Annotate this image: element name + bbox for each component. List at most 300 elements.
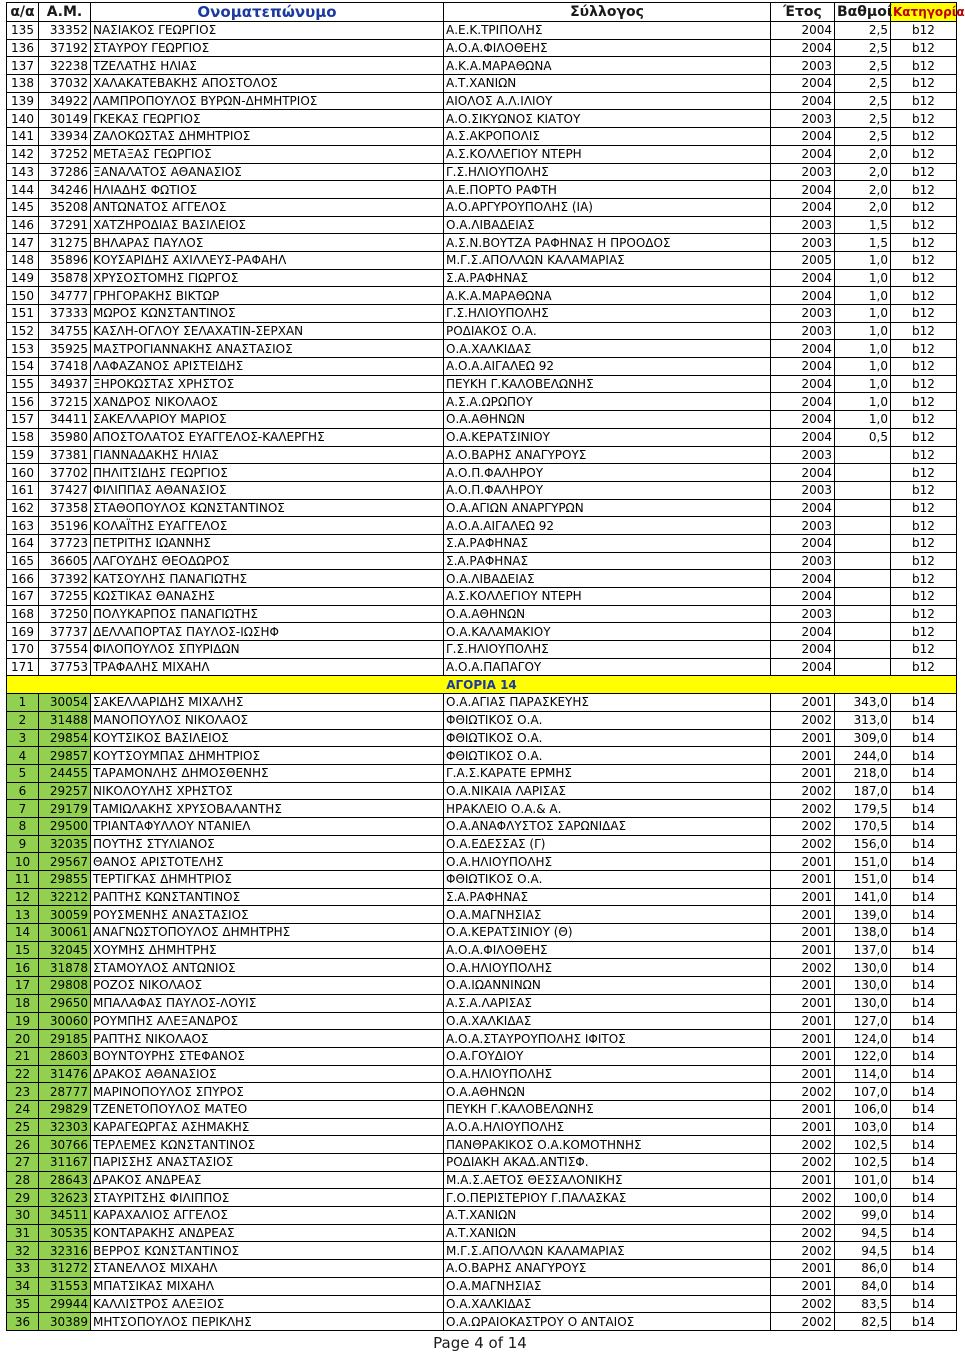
table-row: [7, 340, 957, 358]
rank-cell: 13: [7, 906, 39, 924]
club-cell: Ο.Α.ΚΕΡΑΤΣΙΝΙΟΥ (Θ): [444, 924, 771, 942]
rank-cell: 140: [7, 110, 39, 128]
member-id-cell: 32238: [39, 57, 91, 75]
athlete-name-cell: ΚΑΡΑΧΑΛΙΟΣ ΑΓΓΕΛΟΣ: [91, 1207, 444, 1225]
table-row: [7, 888, 957, 906]
rank-cell: 163: [7, 517, 39, 535]
category-cell: b14: [891, 1047, 957, 1065]
points-cell: 82,5: [835, 1313, 891, 1331]
birth-year-cell: 2002: [771, 1083, 835, 1101]
rank-cell: 32: [7, 1242, 39, 1260]
club-cell: Α.Τ.ΧΑΝΙΩΝ: [444, 1224, 771, 1242]
category-cell: b12: [891, 464, 957, 482]
table-row: [7, 1277, 957, 1295]
table-row: [7, 1313, 957, 1331]
athlete-name-cell: ΚΟΥΤΣΙΚΟΣ ΒΑΣΙΛΕΙΟΣ: [91, 729, 444, 747]
athlete-name-cell: ΣΤΑΝΕΛΛΟΣ ΜΙΧΑΗΛ: [91, 1260, 444, 1278]
birth-year-cell: 2003: [771, 605, 835, 623]
category-cell: b14: [891, 835, 957, 853]
points-cell: [835, 605, 891, 623]
athlete-name-cell: ΡΟΖΟΣ ΝΙΚΟΛΑΟΣ: [91, 977, 444, 995]
points-cell: 130,0: [835, 959, 891, 977]
athlete-name-cell: ΣΤΑΥΡΙΤΣΗΣ ΦΙΛΙΠΠΟΣ: [91, 1189, 444, 1207]
rank-cell: 26: [7, 1136, 39, 1154]
club-cell: Μ.Γ.Σ.ΑΠΟΛΛΩΝ ΚΑΛΑΜΑΡΙΑΣ: [444, 251, 771, 269]
points-cell: 179,5: [835, 800, 891, 818]
club-cell: Ο.Α.ΜΑΓΝΗΣΙΑΣ: [444, 1277, 771, 1295]
section-title: ΑΓΟΡΙΑ 14: [7, 676, 957, 694]
member-id-cell: 29179: [39, 800, 91, 818]
table-row: [7, 1100, 957, 1118]
member-id-cell: 37286: [39, 163, 91, 181]
club-cell: Ο.Α.ΚΑΛΑΜΑΚΙΟΥ: [444, 623, 771, 641]
athlete-name-cell: ΓΚΕΚΑΣ ΓΕΩΡΓΙΟΣ: [91, 110, 444, 128]
club-cell: Α.Ο.Α.ΦΙΛΟΘΕΗΣ: [444, 941, 771, 959]
table-row: [7, 959, 957, 977]
birth-year-cell: 2002: [771, 1295, 835, 1313]
birth-year-cell: 2004: [771, 198, 835, 216]
club-cell: Μ.Γ.Σ.ΑΠΟΛΛΩΝ ΚΑΛΑΜΑΡΙΑΣ: [444, 1242, 771, 1260]
rank-cell: 29: [7, 1189, 39, 1207]
birth-year-cell: 2004: [771, 658, 835, 676]
birth-year-cell: 2001: [771, 1047, 835, 1065]
category-cell: b14: [891, 1083, 957, 1101]
club-cell: ΦΘΙΩΤΙΚΟΣ Ο.Α.: [444, 711, 771, 729]
points-cell: 244,0: [835, 747, 891, 765]
member-id-cell: 31488: [39, 711, 91, 729]
birth-year-cell: 2001: [771, 1118, 835, 1136]
club-cell: Ο.Α.ΙΩΑΝΝΙΝΩΝ: [444, 977, 771, 995]
table-row: [7, 22, 957, 40]
club-cell: Γ.Σ.ΗΛΙΟΥΠΟΛΗΣ: [444, 641, 771, 659]
athlete-name-cell: ΚΟΥΣΑΡΙΔΗΣ ΑΧΙΛΛΕΥΣ-ΡΑΦΑΗΛ: [91, 251, 444, 269]
member-id-cell: 29857: [39, 747, 91, 765]
athlete-name-cell: ΜΑΝΟΠΟΥΛΟΣ ΝΙΚΟΛΑΟΣ: [91, 711, 444, 729]
points-cell: 2,5: [835, 22, 891, 40]
rank-cell: 155: [7, 375, 39, 393]
member-id-cell: 34411: [39, 411, 91, 429]
rank-cell: 171: [7, 658, 39, 676]
category-cell: b12: [891, 641, 957, 659]
category-cell: b14: [891, 1100, 957, 1118]
member-id-cell: 28643: [39, 1171, 91, 1189]
category-cell: b12: [891, 57, 957, 75]
member-id-cell: 37255: [39, 588, 91, 606]
points-cell: 84,0: [835, 1277, 891, 1295]
athlete-name-cell: ΡΑΠΤΗΣ ΝΙΚΟΛΑΟΣ: [91, 1030, 444, 1048]
table-row: [7, 39, 957, 57]
points-cell: 0,5: [835, 428, 891, 446]
category-cell: b14: [891, 1224, 957, 1242]
table-row: [7, 1030, 957, 1048]
member-id-cell: 28777: [39, 1083, 91, 1101]
table-row: [7, 658, 957, 676]
athlete-name-cell: ΤΡΑΦΑΛΗΣ ΜΙΧΑΗΛ: [91, 658, 444, 676]
points-cell: 1,5: [835, 216, 891, 234]
birth-year-cell: 2002: [771, 1224, 835, 1242]
birth-year-cell: 2004: [771, 641, 835, 659]
category-cell: b14: [891, 871, 957, 889]
member-id-cell: 37250: [39, 605, 91, 623]
club-cell: Α.Σ.Ν.ΒΟΥΤΖΑ ΡΑΦΗΝΑΣ Η ΠΡΟΟΔΟΣ: [444, 234, 771, 252]
member-id-cell: 37737: [39, 623, 91, 641]
points-cell: 170,5: [835, 817, 891, 835]
club-cell: ΦΘΙΩΤΙΚΟΣ Ο.Α.: [444, 747, 771, 765]
member-id-cell: 31167: [39, 1154, 91, 1172]
points-cell: 138,0: [835, 924, 891, 942]
club-cell: Ο.Α.ΧΑΛΚΙΔΑΣ: [444, 1012, 771, 1030]
rank-cell: 148: [7, 251, 39, 269]
category-cell: b14: [891, 694, 957, 712]
rank-cell: 6: [7, 782, 39, 800]
member-id-cell: 34937: [39, 375, 91, 393]
page-number: Page 4 of 14: [433, 1334, 527, 1352]
rank-cell: 136: [7, 39, 39, 57]
table-row: [7, 1136, 957, 1154]
points-cell: 2,5: [835, 92, 891, 110]
birth-year-cell: 2004: [771, 464, 835, 482]
table-row: [7, 251, 957, 269]
birth-year-cell: 2003: [771, 322, 835, 340]
member-id-cell: 37215: [39, 393, 91, 411]
member-id-cell: 28603: [39, 1047, 91, 1065]
birth-year-cell: 2004: [771, 428, 835, 446]
athlete-name-cell: ΠΗΛΙΤΣΙΔΗΣ ΓΕΩΡΓΙΟΣ: [91, 464, 444, 482]
member-id-cell: 37702: [39, 464, 91, 482]
member-id-cell: 37381: [39, 446, 91, 464]
athlete-name-cell: ΤΖΕΛΑΤΗΣ ΗΛΙΑΣ: [91, 57, 444, 75]
points-cell: [835, 641, 891, 659]
club-cell: Α.Τ.ΧΑΝΙΩΝ: [444, 75, 771, 93]
category-cell: b12: [891, 145, 957, 163]
member-id-cell: 29944: [39, 1295, 91, 1313]
category-cell: b14: [891, 764, 957, 782]
points-cell: 124,0: [835, 1030, 891, 1048]
club-cell: Ο.Α.ΝΙΚΑΙΑ ΛΑΡΙΣΑΣ: [444, 782, 771, 800]
member-id-cell: 30060: [39, 1012, 91, 1030]
category-cell: b14: [891, 959, 957, 977]
member-id-cell: 29808: [39, 977, 91, 995]
table-row: [7, 1171, 957, 1189]
points-cell: 2,5: [835, 110, 891, 128]
athlete-name-cell: ΚΑΣΛΗ-ΟΓΛΟΥ ΣΕΛΑΧΑΤΙΝ-ΣΕΡΧΑΝ: [91, 322, 444, 340]
rank-cell: 143: [7, 163, 39, 181]
category-cell: b12: [891, 534, 957, 552]
member-id-cell: 34777: [39, 287, 91, 305]
table-row: [7, 411, 957, 429]
points-cell: 309,0: [835, 729, 891, 747]
club-cell: Ο.Α.ΑΘΗΝΩΝ: [444, 411, 771, 429]
birth-year-cell: 2004: [771, 269, 835, 287]
member-id-cell: 35980: [39, 428, 91, 446]
athlete-name-cell: ΓΙΑΝΝΑΔΑΚΗΣ ΗΛΙΑΣ: [91, 446, 444, 464]
athlete-name-cell: ΣΤΑΘΟΠΟΥΛΟΣ ΚΩΝΣΤΑΝΤΙΝΟΣ: [91, 499, 444, 517]
category-cell: b14: [891, 782, 957, 800]
table-row: [7, 145, 957, 163]
category-cell: b12: [891, 481, 957, 499]
athlete-name-cell: ΤΖΕΝΕΤΟΠΟΥΛΟΣ ΜΑΤΕΟ: [91, 1100, 444, 1118]
header-category: Κατηγορία: [891, 3, 957, 22]
athlete-name-cell: ΑΠΟΣΤΟΛΑΤΟΣ ΕΥΑΓΓΕΛΟΣ-ΚΑΛΕΡΓΗΣ: [91, 428, 444, 446]
table-row: [7, 358, 957, 376]
points-cell: [835, 446, 891, 464]
athlete-name-cell: ΧΑΝΔΡΟΣ ΝΙΚΟΛΑΟΣ: [91, 393, 444, 411]
athlete-name-cell: ΣΤΑΥΡΟΥ ΓΕΩΡΓΙΟΣ: [91, 39, 444, 57]
points-cell: 151,0: [835, 871, 891, 889]
member-id-cell: 37192: [39, 39, 91, 57]
birth-year-cell: 2005: [771, 251, 835, 269]
rank-cell: 170: [7, 641, 39, 659]
birth-year-cell: 2001: [771, 1012, 835, 1030]
category-cell: b14: [891, 747, 957, 765]
rank-cell: 16: [7, 959, 39, 977]
birth-year-cell: 2004: [771, 570, 835, 588]
points-cell: 1,0: [835, 411, 891, 429]
rank-cell: 8: [7, 817, 39, 835]
athlete-name-cell: ΧΟΥΜΗΣ ΔΗΜΗΤΡΗΣ: [91, 941, 444, 959]
rank-cell: 141: [7, 128, 39, 146]
points-cell: 2,0: [835, 198, 891, 216]
table-row: [7, 977, 957, 995]
birth-year-cell: 2004: [771, 375, 835, 393]
member-id-cell: 35896: [39, 251, 91, 269]
category-cell: b12: [891, 446, 957, 464]
athlete-name-cell: ΛΑΜΠΡΟΠΟΥΛΟΣ ΒΥΡΩΝ-ΔΗΜΗΤΡΙΟΣ: [91, 92, 444, 110]
birth-year-cell: 2002: [771, 1207, 835, 1225]
member-id-cell: 30766: [39, 1136, 91, 1154]
table-row: [7, 1189, 957, 1207]
table-row: [7, 570, 957, 588]
birth-year-cell: 2001: [771, 888, 835, 906]
athlete-name-cell: ΣΑΚΕΛΛΑΡΙΟΥ ΜΑΡΙΟΣ: [91, 411, 444, 429]
athlete-name-cell: ΧΡΥΣΟΣΤΟΜΗΣ ΓΙΩΡΓΟΣ: [91, 269, 444, 287]
athlete-name-cell: ΚΩΣΤΙΚΑΣ ΘΑΝΑΣΗΣ: [91, 588, 444, 606]
rank-cell: 18: [7, 994, 39, 1012]
points-cell: 1,0: [835, 269, 891, 287]
points-cell: 1,0: [835, 251, 891, 269]
points-cell: 1,0: [835, 322, 891, 340]
table-row: [7, 234, 957, 252]
points-cell: 99,0: [835, 1207, 891, 1225]
athlete-name-cell: ΛΑΦΑΖΑΝΟΣ ΑΡΙΣΤΕΙΔΗΣ: [91, 358, 444, 376]
rank-cell: 23: [7, 1083, 39, 1101]
rank-cell: 30: [7, 1207, 39, 1225]
member-id-cell: 31878: [39, 959, 91, 977]
table-row: [7, 1012, 957, 1030]
rank-cell: 24: [7, 1100, 39, 1118]
points-cell: 2,0: [835, 145, 891, 163]
member-id-cell: 30535: [39, 1224, 91, 1242]
rank-cell: 168: [7, 605, 39, 623]
member-id-cell: 32316: [39, 1242, 91, 1260]
category-cell: b12: [891, 375, 957, 393]
points-cell: 2,5: [835, 39, 891, 57]
category-cell: b12: [891, 411, 957, 429]
birth-year-cell: 2003: [771, 234, 835, 252]
table-row: [7, 1207, 957, 1225]
table-row: [7, 305, 957, 323]
rank-cell: 145: [7, 198, 39, 216]
points-cell: [835, 588, 891, 606]
points-cell: [835, 481, 891, 499]
birth-year-cell: 2001: [771, 977, 835, 995]
athlete-name-cell: ΜΩΡΟΣ ΚΩΝΣΤΑΝΤΙΝΟΣ: [91, 305, 444, 323]
table-row: [7, 694, 957, 712]
points-cell: [835, 464, 891, 482]
member-id-cell: 30149: [39, 110, 91, 128]
table-row: [7, 128, 957, 146]
club-cell: Σ.Α.ΡΑΦΗΝΑΣ: [444, 888, 771, 906]
member-id-cell: 34246: [39, 181, 91, 199]
birth-year-cell: 2004: [771, 181, 835, 199]
member-id-cell: 37392: [39, 570, 91, 588]
rank-cell: 151: [7, 305, 39, 323]
member-id-cell: 32045: [39, 941, 91, 959]
club-cell: Α.Τ.ΧΑΝΙΩΝ: [444, 1207, 771, 1225]
table-row: [7, 817, 957, 835]
rank-cell: 17: [7, 977, 39, 995]
member-id-cell: 36605: [39, 552, 91, 570]
rank-cell: 146: [7, 216, 39, 234]
category-cell: b12: [891, 588, 957, 606]
points-cell: 1,0: [835, 375, 891, 393]
member-id-cell: 29500: [39, 817, 91, 835]
club-cell: ΦΘΙΩΤΙΚΟΣ Ο.Α.: [444, 729, 771, 747]
birth-year-cell: 2002: [771, 1189, 835, 1207]
rank-cell: 158: [7, 428, 39, 446]
club-cell: Α.Σ.Α.ΩΡΩΠΟΥ: [444, 393, 771, 411]
table-row: [7, 464, 957, 482]
points-cell: 343,0: [835, 694, 891, 712]
birth-year-cell: 2002: [771, 959, 835, 977]
rank-cell: 10: [7, 853, 39, 871]
category-cell: b12: [891, 517, 957, 535]
member-id-cell: 31553: [39, 1277, 91, 1295]
table-row: [7, 198, 957, 216]
points-cell: 130,0: [835, 977, 891, 995]
rank-cell: 27: [7, 1154, 39, 1172]
table-row: [7, 1065, 957, 1083]
birth-year-cell: 2001: [771, 941, 835, 959]
birth-year-cell: 2002: [771, 782, 835, 800]
points-cell: 103,0: [835, 1118, 891, 1136]
athlete-name-cell: ΡΟΥΜΠΗΣ ΑΛΕΞΑΝΔΡΟΣ: [91, 1012, 444, 1030]
athlete-name-cell: ΧΑΤΖΗΡΟΔΙΑΣ ΒΑΣΙΛΕΙΟΣ: [91, 216, 444, 234]
rank-cell: 11: [7, 871, 39, 889]
points-cell: 83,5: [835, 1295, 891, 1313]
table-row: [7, 1224, 957, 1242]
rank-cell: 156: [7, 393, 39, 411]
points-cell: 313,0: [835, 711, 891, 729]
points-cell: [835, 552, 891, 570]
category-cell: b14: [891, 1065, 957, 1083]
table-row: [7, 287, 957, 305]
category-cell: b14: [891, 1154, 957, 1172]
rank-cell: 25: [7, 1118, 39, 1136]
rank-cell: 2: [7, 711, 39, 729]
category-cell: b14: [891, 1242, 957, 1260]
table-row: [7, 517, 957, 535]
club-cell: Α.Ο.ΣΙΚΥΩΝΟΣ ΚΙΑΤΟΥ: [444, 110, 771, 128]
club-cell: Α.Ε.ΠΟΡΤΟ ΡΑΦΤΗ: [444, 181, 771, 199]
athlete-name-cell: ΠΟΛΥΚΑΡΠΟΣ ΠΑΝΑΓΙΩΤΗΣ: [91, 605, 444, 623]
birth-year-cell: 2004: [771, 411, 835, 429]
birth-year-cell: 2002: [771, 817, 835, 835]
club-cell: Α.Ο.Α.ΗΛΙΟΥΠΟΛΗΣ: [444, 1118, 771, 1136]
table-row: [7, 729, 957, 747]
club-cell: Ο.Α.ΓΟΥΔΙΟΥ: [444, 1047, 771, 1065]
rank-cell: 161: [7, 481, 39, 499]
category-cell: b14: [891, 800, 957, 818]
b12-rows: [7, 22, 957, 676]
birth-year-cell: 2002: [771, 711, 835, 729]
points-cell: 114,0: [835, 1065, 891, 1083]
points-cell: 86,0: [835, 1260, 891, 1278]
birth-year-cell: 2003: [771, 552, 835, 570]
birth-year-cell: 2002: [771, 1242, 835, 1260]
athlete-name-cell: ΠΑΡΙΣΣΗΣ ΑΝΑΣΤΑΣΙΟΣ: [91, 1154, 444, 1172]
athlete-name-cell: ΚΟΝΤΑΡΑΚΗΣ ΑΝΔΡΕΑΣ: [91, 1224, 444, 1242]
club-cell: Α.Ο.Π.ΦΑΛΗΡΟΥ: [444, 481, 771, 499]
table-row: [7, 446, 957, 464]
member-id-cell: 33352: [39, 22, 91, 40]
table-row: [7, 941, 957, 959]
category-cell: b14: [891, 1313, 957, 1331]
club-cell: Ο.Α.ΧΑΛΚΙΔΑΣ: [444, 1295, 771, 1313]
athlete-name-cell: ΘΑΝΟΣ ΑΡΙΣΤΟΤΕΛΗΣ: [91, 853, 444, 871]
points-cell: 130,0: [835, 994, 891, 1012]
club-cell: ΠΑΝΘΡΑΚΙΚΟΣ Ο.Α.ΚΟΜΟΤΗΝΗΣ: [444, 1136, 771, 1154]
rank-cell: 5: [7, 764, 39, 782]
member-id-cell: 30054: [39, 694, 91, 712]
points-cell: [835, 658, 891, 676]
table-row: [7, 764, 957, 782]
member-id-cell: 29567: [39, 853, 91, 871]
member-id-cell: 29829: [39, 1100, 91, 1118]
member-id-cell: 34755: [39, 322, 91, 340]
points-cell: 102,5: [835, 1136, 891, 1154]
table-row: [7, 110, 957, 128]
member-id-cell: 29854: [39, 729, 91, 747]
category-cell: b12: [891, 110, 957, 128]
points-cell: 187,0: [835, 782, 891, 800]
table-row: [7, 499, 957, 517]
table-row: [7, 747, 957, 765]
table-row: [7, 1154, 957, 1172]
athlete-name-cell: ΑΝΑΓΝΩΣΤΟΠΟΥΛΟΣ ΔΗΜΗΤΡΗΣ: [91, 924, 444, 942]
table-row: [7, 924, 957, 942]
rank-cell: 162: [7, 499, 39, 517]
rank-cell: 28: [7, 1171, 39, 1189]
member-id-cell: 30059: [39, 906, 91, 924]
table-row: [7, 181, 957, 199]
club-cell: Ο.Α.ΩΡΑΙΟΚΑΣΤΡΟΥ Ο ΑΝΤΑΙΟΣ: [444, 1313, 771, 1331]
category-cell: b14: [891, 1207, 957, 1225]
athlete-name-cell: ΒΟΥΝΤΟΥΡΗΣ ΣΤΕΦΑΝΟΣ: [91, 1047, 444, 1065]
athlete-name-cell: ΤΡΙΑΝΤΑΦΥΛΛΟΥ ΝΤΑΝΙΕΛ: [91, 817, 444, 835]
athlete-name-cell: ΔΡΑΚΟΣ ΑΘΑΝΑΣΙΟΣ: [91, 1065, 444, 1083]
category-cell: b14: [891, 1295, 957, 1313]
club-cell: Ο.Α.ΗΛΙΟΥΠΟΛΗΣ: [444, 959, 771, 977]
club-cell: Ο.Α.ΑΘΗΝΩΝ: [444, 605, 771, 623]
member-id-cell: 37427: [39, 481, 91, 499]
table-row: [7, 322, 957, 340]
table-row: [7, 216, 957, 234]
points-cell: 1,5: [835, 234, 891, 252]
birth-year-cell: 2001: [771, 1277, 835, 1295]
header-points: Βαθμοί: [835, 3, 891, 22]
athlete-name-cell: ΚΑΛΛΙΣΤΡΟΣ ΑΛΕΞΙΟΣ: [91, 1295, 444, 1313]
